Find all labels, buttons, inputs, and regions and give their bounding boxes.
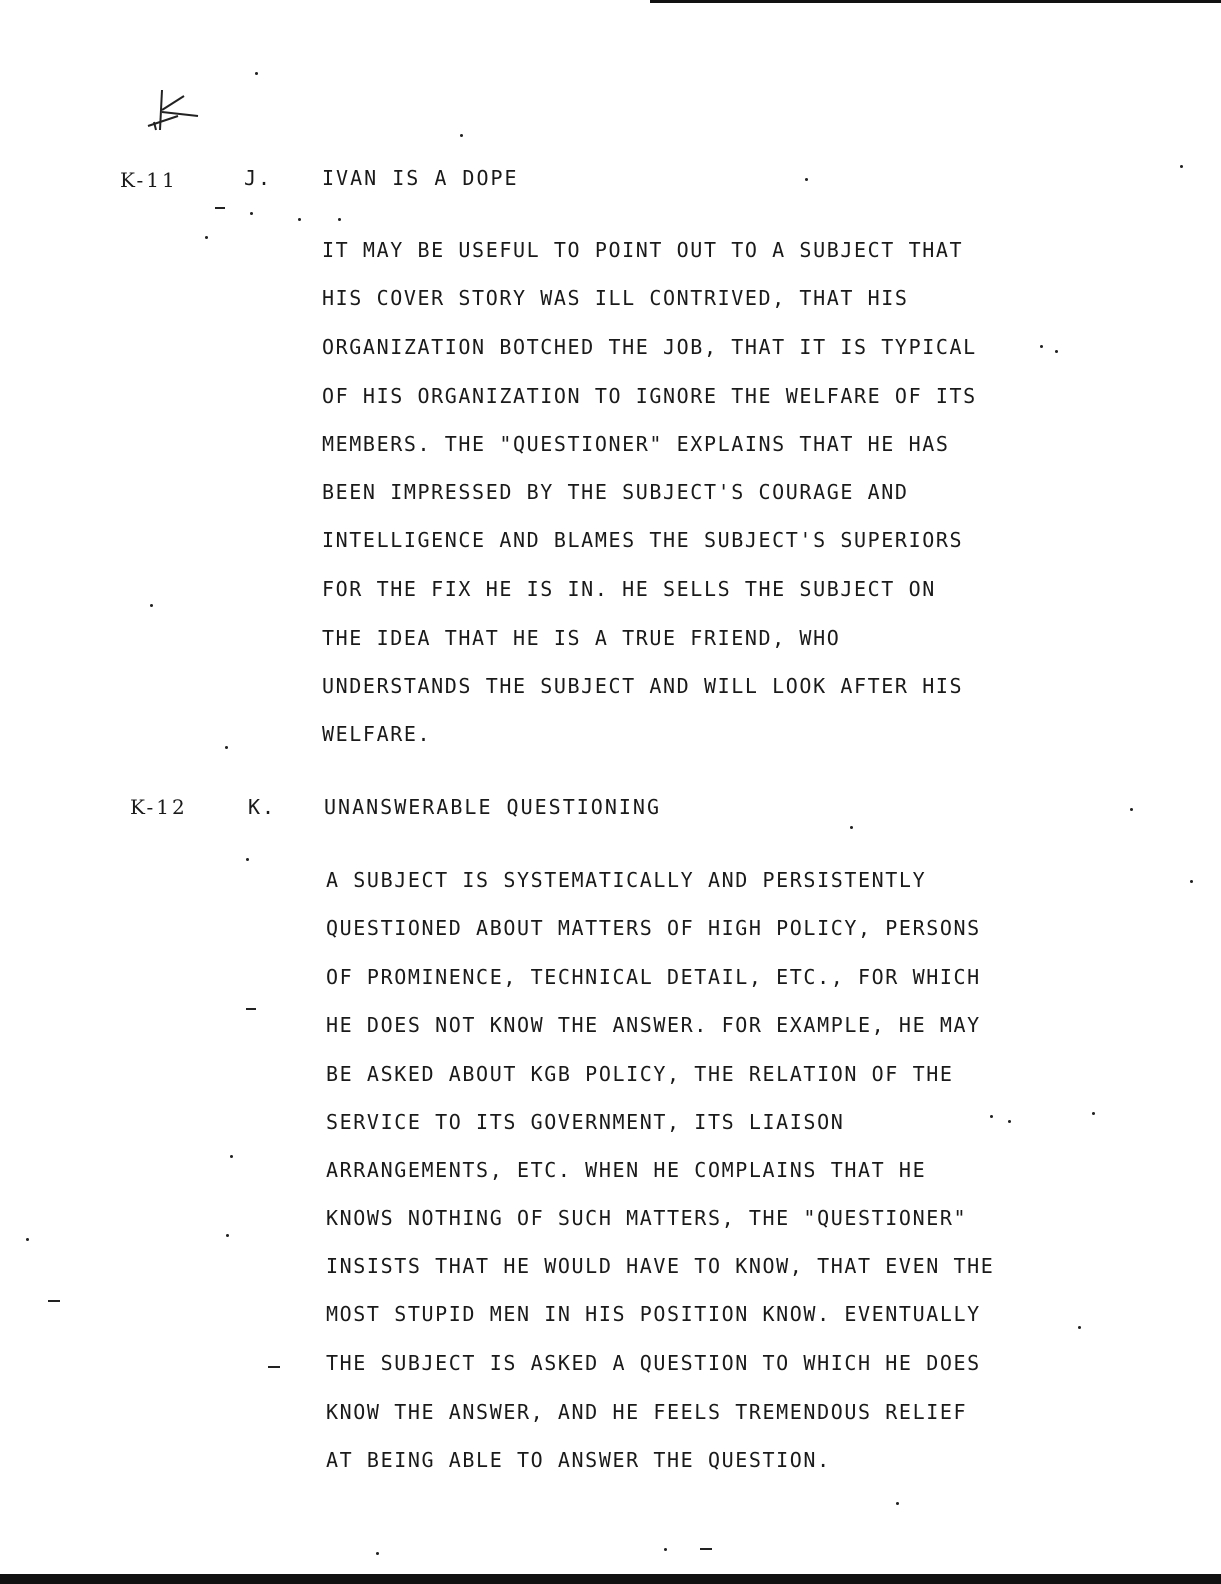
body-line: ARRANGEMENTS, ETC. WHEN HE COMPLAINS THAT HE — [326, 1158, 927, 1182]
scan-speck — [376, 1552, 379, 1555]
scan-speck — [230, 1155, 233, 1158]
scan-dash — [268, 1366, 280, 1368]
body-line: BE ASKED ABOUT KGB POLICY, THE RELATION OF THE — [326, 1062, 954, 1086]
scan-speck — [805, 178, 808, 181]
section-title: IVAN IS A DOPE — [322, 166, 519, 190]
body-line: KNOWS NOTHING OF SUCH MATTERS, THE "QUESTIONER" — [326, 1206, 968, 1230]
scan-dash — [215, 207, 225, 209]
body-line: MEMBERS. THE "QUESTIONER" EXPLAINS THAT HE HAS — [322, 432, 950, 456]
body-line: WELFARE. — [322, 722, 432, 746]
scan-speck — [255, 72, 258, 75]
body-line: A SUBJECT IS SYSTEMATICALLY AND PERSISTENTLY — [326, 868, 927, 892]
body-line: ORGANIZATION BOTCHED THE JOB, THAT IT IS TYPICAL — [322, 335, 977, 359]
body-line: OF PROMINENCE, TECHNICAL DETAIL, ETC., FOR WHICH — [326, 965, 981, 989]
body-line: UNDERSTANDS THE SUBJECT AND WILL LOOK AFTER HIS — [322, 674, 964, 698]
handwritten-mark-icon — [140, 86, 204, 138]
body-line: MOST STUPID MEN IN HIS POSITION KNOW. EVENTUALLY — [326, 1302, 981, 1326]
body-line: IT MAY BE USEFUL TO POINT OUT TO A SUBJECT THAT — [322, 238, 964, 262]
body-line: QUESTIONED ABOUT MATTERS OF HIGH POLICY, PERSONS — [326, 916, 981, 940]
scan-top-edge — [650, 0, 1221, 3]
scan-speck — [1055, 350, 1058, 353]
body-line: SERVICE TO ITS GOVERNMENT, ITS LIAISON — [326, 1110, 845, 1134]
scan-bottom-edge — [0, 1574, 1221, 1584]
scan-speck — [1078, 1326, 1081, 1329]
scan-speck — [246, 858, 249, 861]
scan-speck — [26, 1238, 29, 1241]
scan-speck — [150, 604, 153, 607]
scan-speck — [205, 236, 208, 239]
scan-speck — [1180, 165, 1183, 168]
scan-speck — [298, 218, 301, 221]
scan-dash — [48, 1300, 60, 1302]
body-line: THE IDEA THAT HE IS A TRUE FRIEND, WHO — [322, 626, 841, 650]
body-line: AT BEING ABLE TO ANSWER THE QUESTION. — [326, 1448, 831, 1472]
section-id: K-11 — [120, 168, 178, 192]
scan-speck — [664, 1548, 667, 1551]
body-line: INSISTS THAT HE WOULD HAVE TO KNOW, THAT EVEN THE — [326, 1254, 995, 1278]
scan-speck — [850, 826, 853, 829]
scan-speck — [226, 1234, 229, 1237]
scan-speck — [1092, 1112, 1095, 1115]
scan-speck — [460, 134, 463, 137]
section-title: UNANSWERABLE QUESTIONING — [324, 795, 661, 819]
scan-speck — [1040, 345, 1043, 348]
scan-speck — [990, 1115, 993, 1118]
scan-speck — [1190, 880, 1193, 883]
section-letter: J. — [244, 166, 273, 190]
scan-dash — [700, 1548, 712, 1550]
scan-speck — [225, 746, 228, 749]
body-line: INTELLIGENCE AND BLAMES THE SUBJECT'S SUPERIORS — [322, 528, 964, 552]
body-line: OF HIS ORGANIZATION TO IGNORE THE WELFARE OF ITS — [322, 384, 977, 408]
scan-speck — [1130, 808, 1133, 811]
scan-speck — [338, 218, 341, 221]
scan-speck — [1008, 1120, 1011, 1123]
body-line: BEEN IMPRESSED BY THE SUBJECT'S COURAGE AND — [322, 480, 909, 504]
body-line: HIS COVER STORY WAS ILL CONTRIVED, THAT HIS — [322, 286, 909, 310]
body-line: THE SUBJECT IS ASKED A QUESTION TO WHICH HE DOES — [326, 1351, 981, 1375]
scan-speck — [896, 1502, 899, 1505]
scan-dash — [246, 1008, 256, 1010]
body-line: FOR THE FIX HE IS IN. HE SELLS THE SUBJECT ON — [322, 577, 936, 601]
scan-speck — [250, 212, 253, 215]
body-line: HE DOES NOT KNOW THE ANSWER. FOR EXAMPLE, HE MAY — [326, 1013, 981, 1037]
body-line: KNOW THE ANSWER, AND HE FEELS TREMENDOUS RELIEF — [326, 1400, 968, 1424]
section-letter: K. — [248, 795, 277, 819]
section-id: K-12 — [130, 795, 188, 819]
